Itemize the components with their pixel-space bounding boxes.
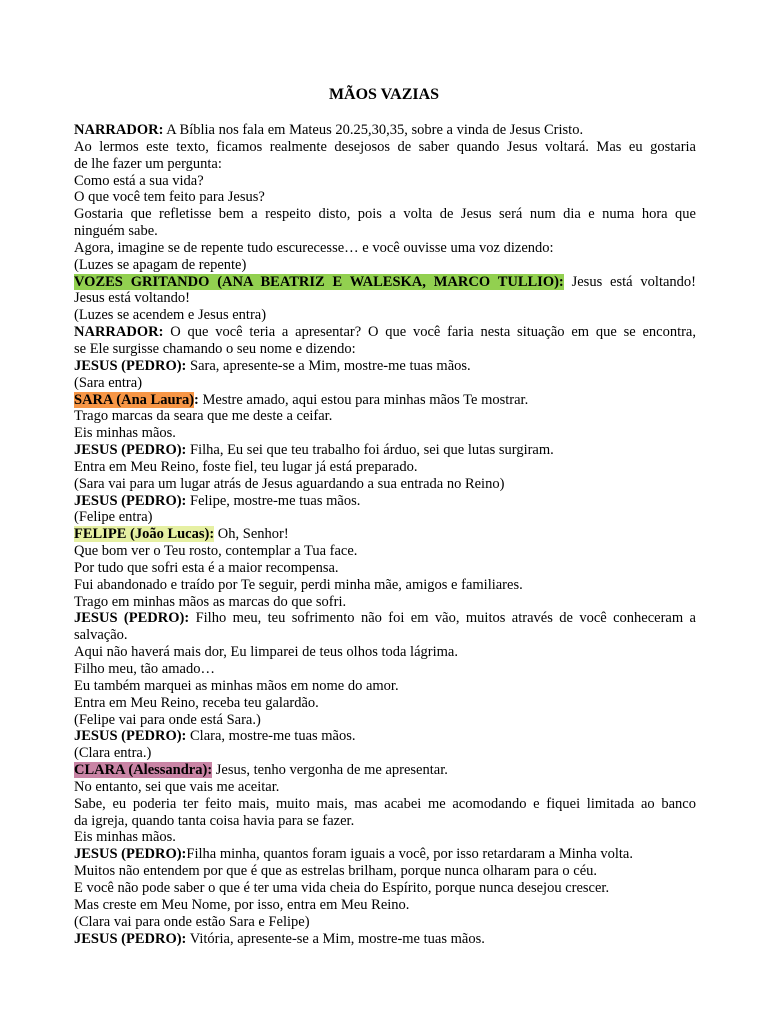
document-line [74, 509, 696, 526]
line-text: Eis minhas mãos. [74, 829, 176, 846]
line-text: Aqui não haverá mais dor, Eu limparei de teus olhos toda lágrima. [74, 644, 458, 661]
line-text: (Clara vai para onde estão Sara e Felipe) [74, 913, 310, 930]
document-line [74, 779, 696, 796]
document-line [74, 493, 696, 510]
line-text: Jesus está voltando! [74, 290, 190, 307]
line-text: Que bom ver o Teu rosto, contemplar a Tua face. [74, 543, 358, 560]
document-line [74, 425, 696, 442]
line-text: Sabe, eu poderia ter feito mais, muito mais, mas acabei me acomodando e fiquei limitada ao banco [74, 795, 696, 812]
line-text: da igreja, quando tanta coisa havia para se fazer. [74, 812, 355, 829]
document-line [74, 846, 696, 863]
line-text: Jesus, tenho vergonha de me apresentar. [212, 762, 448, 779]
document-line [74, 139, 696, 156]
line-text: salvação. [74, 627, 128, 644]
document-body [74, 122, 696, 947]
line-text: Muitos não entendem por que é que as estrelas brilham, porque nunca olharam para o céu. [74, 863, 598, 880]
line-text: Fui abandonado e traído por Te seguir, perdi minha mãe, amigos e familiares. [74, 576, 523, 593]
speaker-label: JESUS (PEDRO): [74, 846, 187, 863]
speaker-label: JESUS (PEDRO): [74, 930, 187, 947]
speaker-label: JESUS (PEDRO): [74, 442, 187, 459]
document-line [74, 358, 696, 375]
line-text: de lhe fazer um pergunta: [74, 155, 222, 172]
speaker-label: FELIPE (João Lucas): [74, 526, 215, 543]
line-text: Mestre amado, aqui estou para minhas mãos Te mostrar. [198, 391, 529, 408]
line-text: Mas creste em Meu Nome, por isso, entra em Meu Reino. [74, 896, 410, 913]
document-line [74, 880, 696, 897]
speaker-label: NARRADOR: [74, 324, 164, 341]
document-line [74, 122, 696, 139]
line-text: Jesus está voltando! [563, 273, 696, 290]
line-text: Como está a sua vida? [74, 172, 204, 189]
document-line [74, 644, 696, 661]
document-line [74, 240, 696, 257]
document-line [74, 476, 696, 493]
line-text: (Sara entra) [74, 374, 143, 391]
line-text: Eu também marquei as minhas mãos em nome do amor. [74, 677, 399, 694]
document-line [74, 678, 696, 695]
speaker-label: JESUS (PEDRO): [74, 357, 187, 374]
line-text: Filha, Eu sei que teu trabalho foi árduo, sei que lutas surgiram. [186, 442, 554, 459]
line-text: Vitória, apresente-se a Mim, mostre-me tuas mãos. [186, 930, 485, 947]
document-line [74, 897, 696, 914]
speaker-label: JESUS (PEDRO): [74, 610, 190, 627]
speaker-label: VOZES GRITANDO (ANA BEATRIZ E WALESKA, MARCO TULLIO): [74, 273, 564, 290]
line-text: Trago em minhas mãos as marcas do que sofri. [74, 593, 347, 610]
document-title: MÃOS VAZIAS [328, 86, 440, 103]
line-text: se Ele surgisse chamando o seu nome e dizendo: [74, 340, 356, 357]
line-text: Sara, apresente-se a Mim, mostre-me tuas mãos. [186, 357, 471, 374]
document-line [74, 408, 696, 425]
line-text: O que você tem feito para Jesus? [74, 189, 265, 206]
line-text: Entra em Meu Reino, receba teu galardão. [74, 694, 319, 711]
line-text: Filho meu, tão amado… [74, 661, 215, 677]
document-line [74, 627, 696, 644]
document-line [74, 661, 696, 678]
document-line [74, 156, 696, 173]
document-line [74, 728, 696, 745]
line-text: A Bíblia nos fala em Mateus 20.25,30,35, sobre a vinda de Jesus Cristo. [163, 122, 584, 138]
document-line [74, 543, 696, 560]
document-line [74, 392, 696, 409]
document-line [74, 577, 696, 594]
document-line [74, 610, 696, 627]
line-text: ninguém sabe. [74, 223, 158, 240]
document-line [74, 526, 696, 543]
line-text: Entra em Meu Reino, foste fiel, teu lugar já está preparado. [74, 458, 418, 475]
speaker-suffix: : [194, 391, 199, 408]
document-line [74, 762, 696, 779]
document-line [74, 560, 696, 577]
line-text: E você não pode saber o que é ter uma vida cheia do Espírito, porque nunca desejou crescer. [74, 879, 610, 896]
line-text: Felipe, mostre-me tuas mãos. [186, 492, 361, 509]
line-text: Ao lermos este texto, ficamos realmente desejosos de saber quando Jesus voltará. Mas eu gostaria [74, 138, 696, 155]
document-line [74, 829, 696, 846]
line-text: Gostaria que refletisse bem a respeito disto, pois a volta de Jesus será num dia e numa hora que [74, 206, 696, 223]
document-line [74, 914, 696, 931]
document-line [74, 594, 696, 611]
document-line [74, 223, 696, 240]
document-line [74, 307, 696, 324]
speaker-label: JESUS (PEDRO): [74, 728, 187, 745]
line-text: No entanto, sei que vais me aceitar. [74, 778, 280, 795]
document-line [74, 173, 696, 190]
document-line [74, 459, 696, 476]
speaker-label: SARA (Ana Laura) [74, 391, 195, 408]
line-text: (Felipe entra) [74, 509, 153, 526]
line-text: (Sara vai para um lugar atrás de Jesus aguardando a sua entrada no Reino) [74, 475, 505, 492]
speaker-label: CLARA (Alessandra): [74, 762, 213, 779]
line-text: Trago marcas da seara que me deste a ceifar. [74, 408, 333, 425]
line-text: Filha minha, quantos foram iguais a você, por isso retardaram a Minha volta. [186, 846, 633, 863]
document-line [74, 324, 696, 341]
line-text: Agora, imagine se de repente tudo escurecesse… e você ouvisse uma voz dizendo: [74, 239, 554, 256]
line-text: (Felipe vai para onde está Sara.) [74, 711, 261, 728]
document-line [74, 712, 696, 729]
line-text: (Luzes se acendem e Jesus entra) [74, 307, 267, 324]
document-line [74, 745, 696, 762]
document-line [74, 341, 696, 358]
line-text: Eis minhas mãos. [74, 425, 176, 442]
document-line [74, 796, 696, 813]
document-line [74, 290, 696, 307]
speaker-label: NARRADOR: [74, 122, 164, 138]
line-text: Oh, Senhor! [214, 526, 289, 543]
line-text: (Clara entra.) [74, 745, 152, 762]
document-line [74, 442, 696, 459]
document-line [74, 931, 696, 948]
document-line [74, 206, 696, 223]
line-text: Clara, mostre-me tuas mãos. [186, 728, 356, 745]
document-line [74, 189, 696, 206]
line-text: (Luzes se apagam de repente) [74, 256, 247, 273]
line-text: Filho meu, teu sofrimento não foi em vão, muitos através de você conheceram a [189, 610, 696, 627]
speaker-label: JESUS (PEDRO): [74, 492, 187, 509]
document-line [74, 274, 696, 291]
line-text: Por tudo que sofri esta é a maior recompensa. [74, 559, 339, 576]
line-text: O que você teria a apresentar? O que você faria nesta situação em que se encontra, [163, 324, 696, 341]
document-line [74, 863, 696, 880]
document-line [74, 257, 696, 274]
document-line [74, 813, 696, 830]
document-line [74, 695, 696, 712]
document-line [74, 375, 696, 392]
